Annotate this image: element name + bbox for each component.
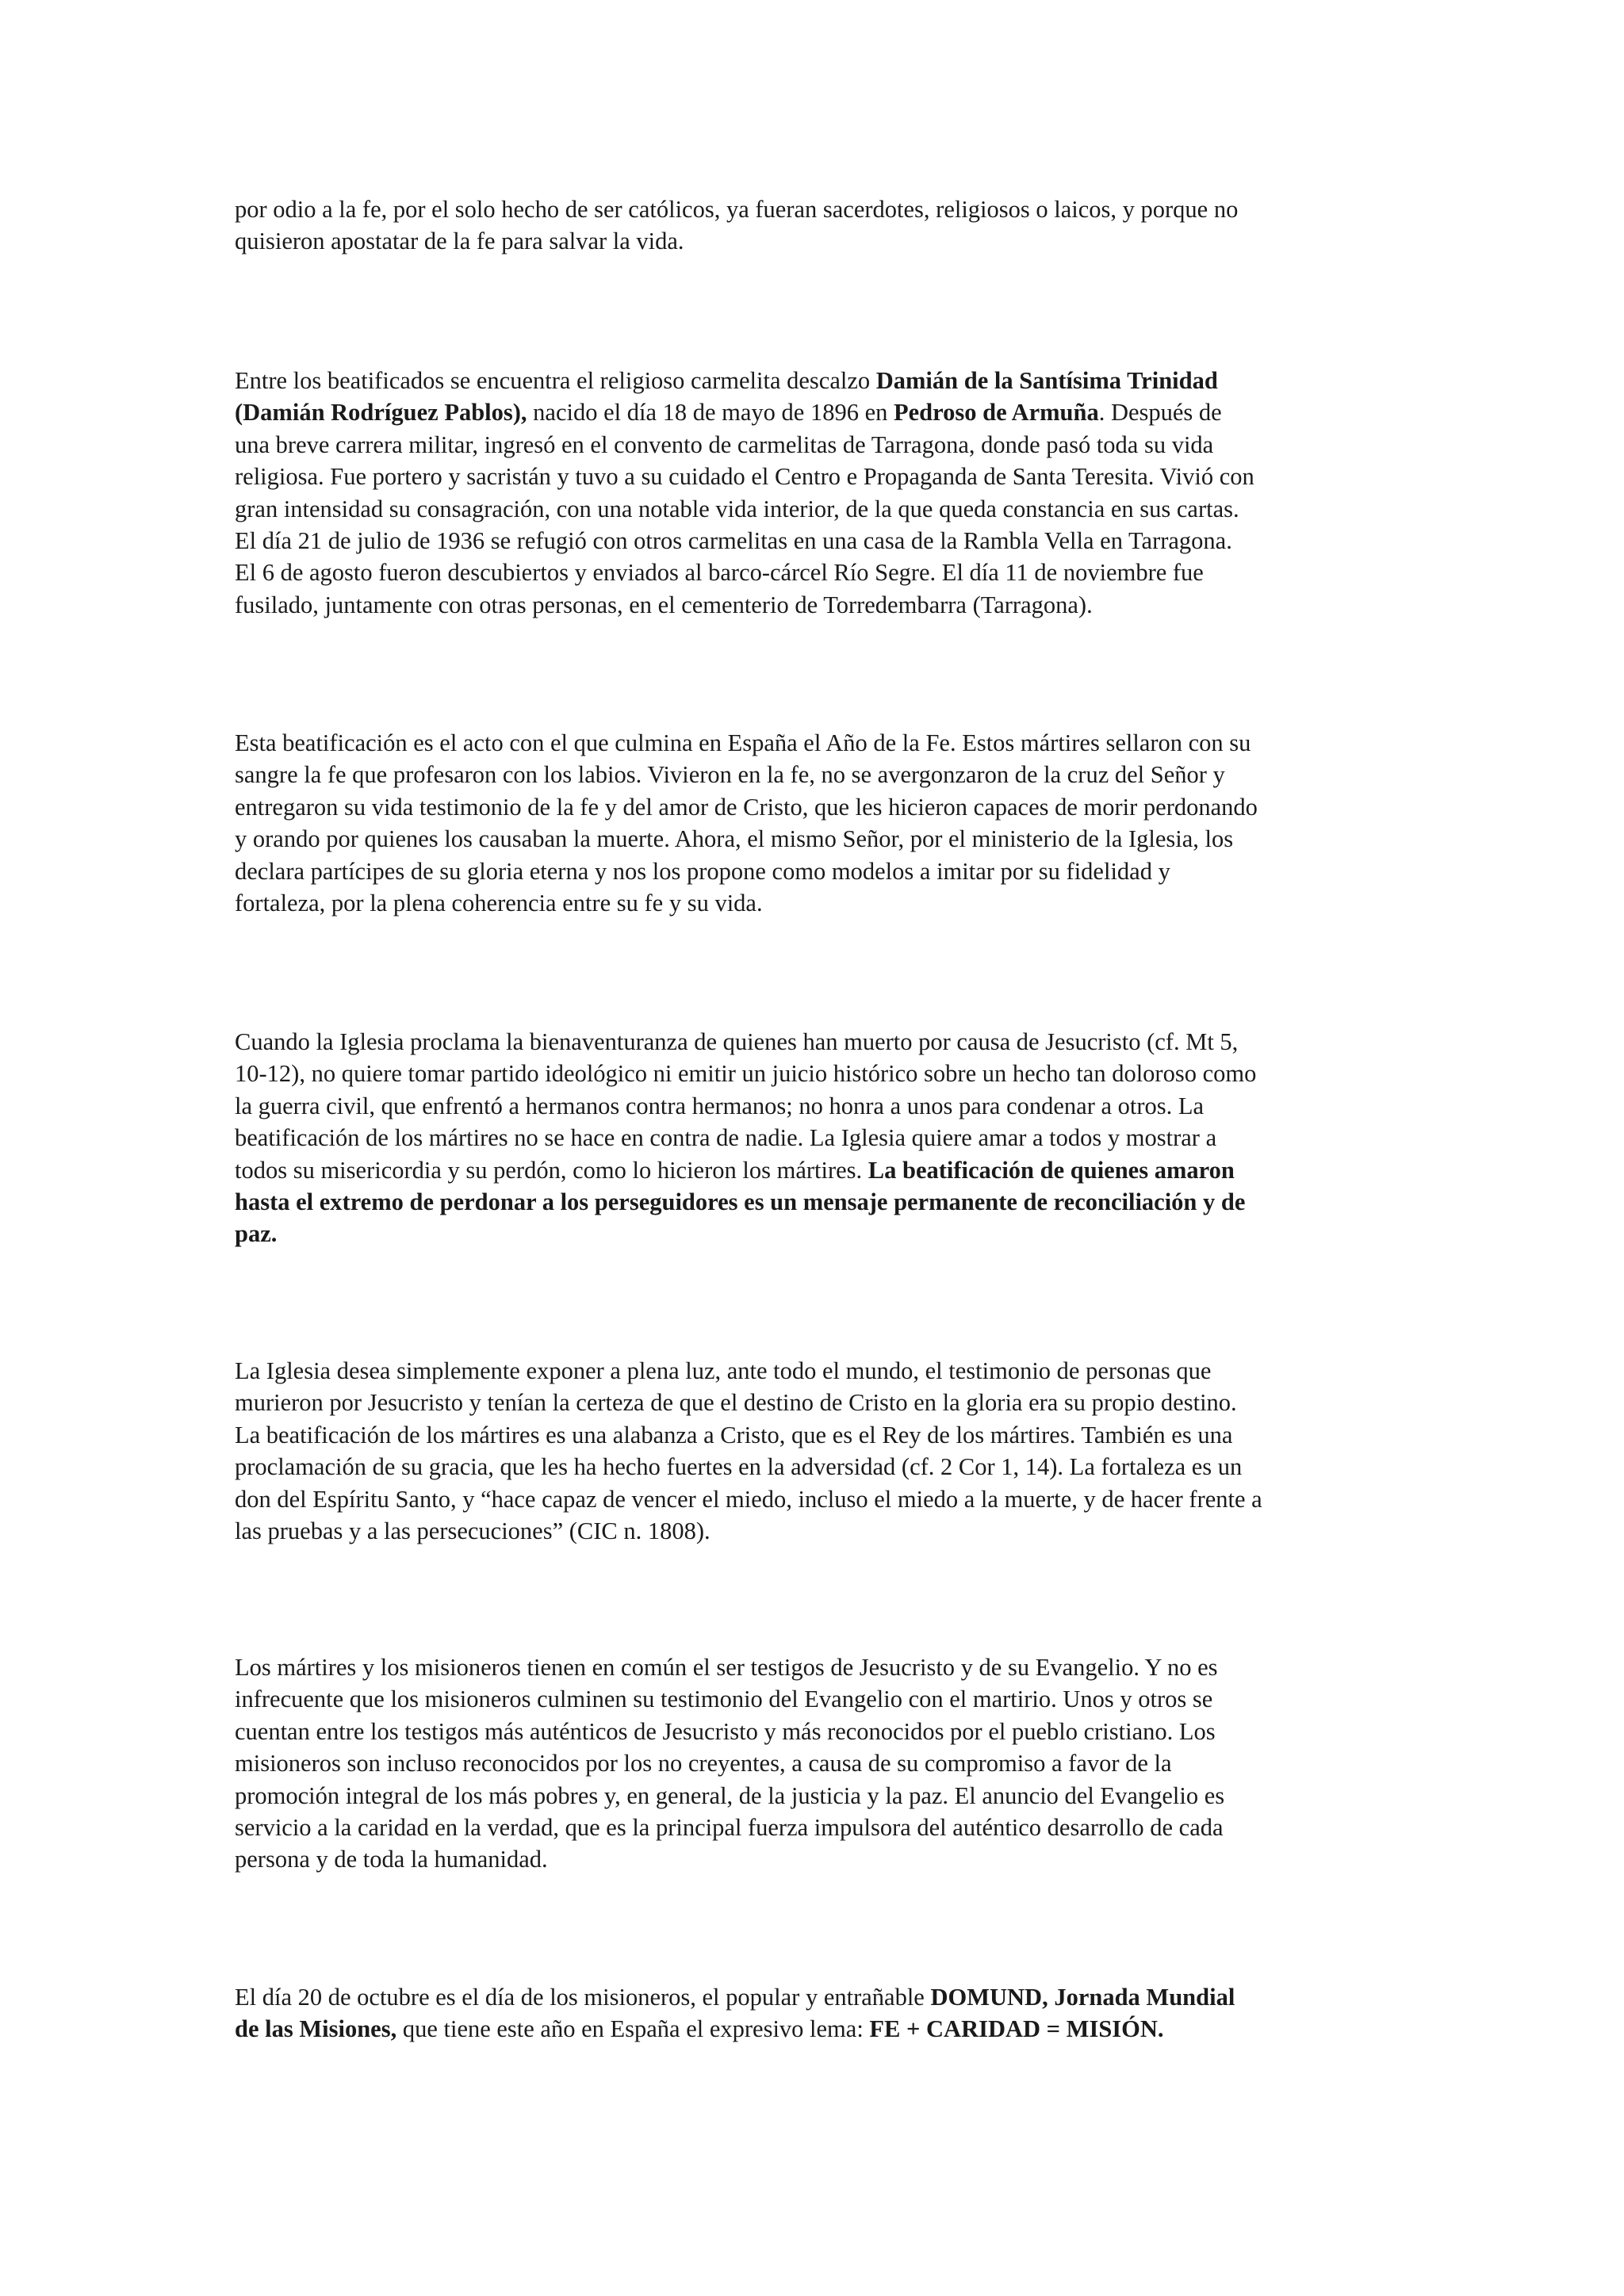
body-text: todos su misericordia y su perdón, como lo hicieron los mártires. <box>235 1156 868 1184</box>
paragraph-testimony <box>235 1355 1408 1547</box>
bold-text: de las Misiones, <box>235 2015 397 2043</box>
body-text: promoción integral de los más pobres y, en general, de la justicia y la paz. El anuncio del Evangelio es <box>235 1781 1225 1809</box>
paragraph-missionaries <box>235 1651 1408 1876</box>
text-line <box>235 1058 1408 1089</box>
body-text: por odio a la fe, por el solo hecho de ser católicos, ya fueran sacerdotes, religiosos o laicos, y porque no <box>235 196 1239 223</box>
body-text: murieron por Jesucristo y tenían la certeza de que el destino de Cristo en la gloria era su propio destino. <box>235 1389 1237 1417</box>
text-line <box>235 461 1408 492</box>
text-line <box>235 1843 1408 1875</box>
text-line <box>235 1780 1408 1812</box>
text-line <box>235 396 1408 428</box>
body-text: nacido el día 18 de mayo de 1896 en <box>527 399 894 427</box>
text-line <box>235 1483 1408 1515</box>
text-line <box>235 1154 1408 1186</box>
text-line <box>235 1026 1408 1058</box>
body-text: . Después de <box>1098 399 1222 427</box>
paragraph-reconciliation <box>235 1026 1408 1250</box>
text-line <box>235 759 1408 790</box>
bold-text: La beatificación de quienes amaron <box>868 1156 1235 1184</box>
text-line <box>235 1355 1408 1387</box>
body-text: Los mártires y los misioneros tienen en común el ser testigos de Jesucristo y de su Evangelio. Y no es <box>235 1654 1218 1681</box>
body-text: El 6 de agosto fueron descubiertos y enviados al barco-cárcel Río Segre. El día 11 de noviembre fue <box>235 559 1204 587</box>
text-line <box>235 429 1408 461</box>
body-text: La beatificación de los mártires es una alabanza a Cristo, que es el Rey de los mártires. También es una <box>235 1421 1233 1448</box>
text-line <box>235 365 1408 396</box>
bold-text: FE + CARIDAD = MISIÓN. <box>869 2015 1164 2043</box>
text-line <box>235 1683 1408 1715</box>
body-text: sangre la fe que profesaron con los labios. Vivieron en la fe, no se avergonzaron de la cruz del Señor y <box>235 761 1225 789</box>
body-text: Esta beatificación es el acto con el que culmina en España el Año de la Fe. Estos mártires sellaron con su <box>235 729 1251 756</box>
body-text: beatificación de los mártires no se hace en contra de nadie. La Iglesia quiere amar a todos y mostrar a <box>235 1124 1217 1152</box>
text-line <box>235 1419 1408 1451</box>
text-line <box>235 1981 1408 2013</box>
body-text: cuentan entre los testigos más auténticos de Jesucristo y más reconocidos por el pueblo cristiano. Los <box>235 1717 1216 1745</box>
text-line <box>235 1515 1408 1547</box>
body-text: gran intensidad su consagración, con una notable vida interior, de la que queda constancia en sus cartas. <box>235 495 1239 522</box>
text-line <box>235 557 1408 588</box>
text-line <box>235 1716 1408 1747</box>
body-text: entregaron su vida testimonio de la fe y del amor de Cristo, que les hicieron capaces de morir perdonando <box>235 793 1258 821</box>
text-line <box>235 1218 1408 1249</box>
bold-text: paz. <box>235 1220 278 1248</box>
body-text: El día 21 de julio de 1936 se refugió con otros carmelitas en una casa de la Rambla Vella en Tarragona. <box>235 527 1232 555</box>
body-text: una breve carrera militar, ingresó en el convento de carmelitas de Tarragona, donde pasó toda su vida <box>235 430 1214 458</box>
bold-text: DOMUND, Jornada Mundial <box>930 1984 1235 2011</box>
text-line <box>235 493 1408 525</box>
paragraph-damian-biography <box>235 365 1408 621</box>
body-text: y orando por quienes los causaban la muerte. Ahora, el mismo Señor, por el ministerio de la Iglesia, los <box>235 825 1234 853</box>
body-text: don del Espíritu Santo, y “hace capaz de vencer el miedo, incluso el miedo a la muerte, y de hacer frente a <box>235 1485 1262 1513</box>
body-text: fortaleza, por la plena coherencia entre su fe y su vida. <box>235 890 763 917</box>
body-text: servicio a la caridad en la verdad, que es la principal fuerza impulsora del auténtico desarrollo de cada <box>235 1814 1224 1842</box>
text-line <box>235 887 1408 919</box>
text-line <box>235 589 1408 621</box>
body-text: fusilado, juntamente con otras personas, en el cementerio de Torredembarra (Tarragona). <box>235 591 1093 618</box>
body-text: la guerra civil, que enfrentó a hermanos contra hermanos; no honra a unos para condenar a otros. La <box>235 1092 1205 1119</box>
text-line <box>235 525 1408 557</box>
body-text: 10-12), no quiere tomar partido ideológico ni emitir un juicio histórico sobre un hecho tan doloroso como <box>235 1060 1257 1088</box>
body-text: La Iglesia desea simplemente exponer a plena luz, ante todo el mundo, el testimonio de personas que <box>235 1357 1212 1384</box>
paragraph-martyrdom-cause <box>235 193 1408 258</box>
text-line <box>235 1812 1408 1843</box>
body-text: religiosa. Fue portero y sacristán y tuvo a su cuidado el Centro e Propaganda de Santa Teresita. Vivió con <box>235 463 1254 491</box>
text-line <box>235 823 1408 855</box>
bold-text: hasta el extremo de perdonar a los perseguidores es un mensaje permanente de reconciliación y de <box>235 1188 1246 1216</box>
body-text: infrecuente que los misioneros culminen su testimonio del Evangelio con el martirio. Unos y otros se <box>235 1686 1213 1713</box>
text-line <box>235 1651 1408 1683</box>
text-line <box>235 1451 1408 1483</box>
text-line <box>235 193 1408 225</box>
body-text: proclamación de su gracia, que les ha hecho fuertes en la adversidad (cf. 2 Cor 1, 14). La fortaleza es un <box>235 1453 1243 1481</box>
body-text: misioneros son incluso reconocidos por los no creyentes, a causa de su compromiso a favor de la <box>235 1750 1172 1777</box>
paragraph-year-of-faith <box>235 727 1408 919</box>
text-line <box>235 1387 1408 1418</box>
paragraph-domund <box>235 1981 1408 2045</box>
text-line <box>235 2013 1408 2045</box>
body-text: Entre los beatificados se encuentra el religioso carmelita descalzo <box>235 367 876 394</box>
body-text: persona y de toda la humanidad. <box>235 1846 548 1873</box>
body-text: quisieron apostatar de la fe para salvar la vida. <box>235 228 684 255</box>
body-text: Cuando la Iglesia proclama la bienaventuranza de quienes han muerto por causa de Jesucristo (cf. Mt 5, <box>235 1028 1239 1055</box>
text-line <box>235 791 1408 823</box>
bold-text: Pedroso de Armuña <box>894 399 1099 427</box>
body-text: las pruebas y a las persecuciones” (CIC n. 1808). <box>235 1517 710 1545</box>
bold-text: Damián de la Santísima Trinidad <box>875 367 1218 394</box>
text-line <box>235 855 1408 887</box>
body-text: que tiene este año en España el expresivo lema: <box>396 2015 870 2043</box>
body-text: declara partícipes de su gloria eterna y nos los propone como modelos a imitar por su fidelidad y <box>235 857 1170 885</box>
text-line <box>235 727 1408 759</box>
text-line <box>235 1122 1408 1154</box>
text-line <box>235 1090 1408 1122</box>
text-line <box>235 1747 1408 1779</box>
bold-text: (Damián Rodríguez Pablos), <box>235 399 527 427</box>
text-line <box>235 1186 1408 1218</box>
text-line <box>235 225 1408 257</box>
body-text: El día 20 de octubre es el día de los misioneros, el popular y entrañable <box>235 1984 931 2011</box>
